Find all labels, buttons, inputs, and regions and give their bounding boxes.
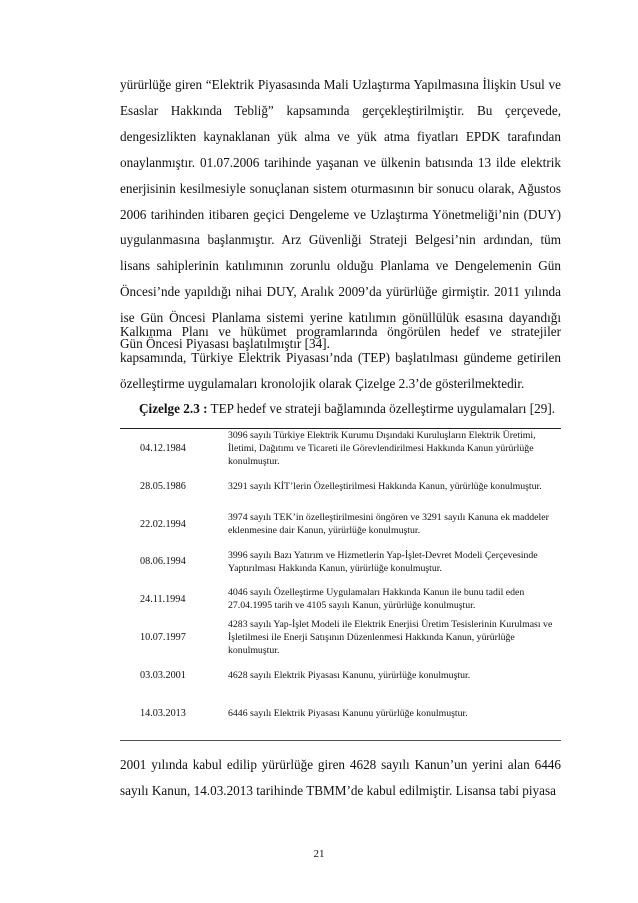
table-row: [120, 657, 561, 695]
table-row: [120, 695, 561, 733]
table-cell-date: 08.06.1994: [140, 556, 186, 568]
table-caption-text: TEP hedef ve strateji bağlamında özelleştirme uygulamaları [29].: [207, 401, 556, 416]
table-row: [120, 506, 561, 544]
table-cell-date: 24.11.1994: [140, 593, 186, 605]
body-paragraph-2: Kalkınma Planı ve hükümet programlarında öngörülen hedef ve stratejiler kapsamında, Türkiye Elektrik Piyasası’nda (TEP) başlatılması gündeme getirilen özelleştirme uygulamaları kronolojik olarak Çizelge 2.3’de gösterilmektedir.: [120, 324, 561, 391]
privatization-table: [120, 428, 561, 741]
table-bottom-rule: [120, 740, 561, 741]
table-cell-description: 4283 sayılı Yap-İşlet Modeli ile Elektrik Enerjisi Üretim Tesislerinin Kurulması ve İşletilmesi ile Enerji Satışının Düzenlenmesi Hakkında Kanun, yürürlüğe konulmuştur.: [228, 619, 553, 656]
table-caption-label: Çizelge 2.3 :: [139, 401, 208, 416]
table-row: [120, 429, 561, 468]
table-cell-description: 3291 sayılı KİT’lerin Özelleştirilmesi Hakkında Kanun, yürürlüğe konulmuştur.: [228, 481, 542, 493]
table-cell-description: 3974 sayılı TEK’in özelleştirilmesini öngören ve 3291 sayılı Kanuna ek maddeler eklenmesine dair Kanun, yürürlüğe konulmuştur.: [228, 512, 549, 537]
table-row: [120, 468, 561, 506]
table-cell-date: 22.02.1994: [140, 518, 186, 530]
table-caption: [139, 401, 555, 417]
table-cell-date: 10.07.1997: [140, 632, 186, 643]
table-cell-date: 28.05.1986: [140, 481, 186, 493]
table-cell-date: 04.12.1984: [140, 443, 186, 454]
table-row: [120, 581, 561, 619]
table-row: [120, 618, 561, 657]
page-number: 21: [313, 848, 325, 860]
table-cell-date: 03.03.2001: [140, 670, 186, 682]
table-cell-description: 3096 sayılı Türkiye Elektrik Kurumu Dışındaki Kuruluşların Elektrik Üretimi, İletimi, Dağıtımı ve Ticareti ile Görevlendirilmesi Hakkında Kanun yürürlüğe konulmuştur.: [228, 430, 536, 467]
table-cell-date: 14.03.2013: [140, 707, 186, 719]
table-row: [120, 543, 561, 581]
body-paragraph-3: 2001 yılında kabul edilip yürürlüğe giren 4628 sayılı Kanun’un yerini alan 6446 sayılı Kanun, 14.03.2013 tarihinde TBMM’de kabul edilmiştir. Lisansa tabi piyasa: [120, 757, 561, 798]
table-cell-description: 3996 sayılı Bazı Yatırım ve Hizmetlerin Yap-İşlet-Devret Modeli Çerçevesinde Yaptırılması Hakkında Kanun, yürürlüğe konulmuştur.: [228, 549, 538, 574]
table-cell-description: 4628 sayılı Elektrik Piyasası Kanunu, yürürlüğe konulmuştur.: [228, 670, 471, 682]
table-cell-description: 6446 sayılı Elektrik Piyasası Kanunu yürürlüğe konulmuştur.: [228, 707, 468, 719]
table-cell-description: 4046 sayılı Özelleştirme Uygulamaları Hakkında Kanun ile bunu tadil eden 27.04.1995 tarih ve 4105 sayılı Kanun, yürürlüğe konulmuştur.: [228, 587, 525, 612]
body-paragraph-1: yürürlüğe giren “Elektrik Piyasasında Mali Uzlaştırma Yapılmasına İlişkin Usul ve Esaslar Hakkında Tebliğ” kapsamında gerçekleştirilmiştir. Bu çerçevede, dengesizlikten kaynaklanan yük alma ve yük atma fiyatları EPDK tarafından onaylanmıştır. 01.07.2006 tarihinde yaşanan ve ülkenin batısında 13 ilde elektrik enerjisinin kesilmesiyle sonuçlanan sistem oturmasının bir sonucu olarak, Ağustos 2006 tarihinden itibaren geçici Dengeleme ve Uzlaştırma Yönetmeliği’nin (DUY) uygulanmasına başlanmıştır. Arz Güvenliği Strateji Belgesi’nin ardından, tüm lisans sahiplerinin katılımının zorunlu olduğu Planlama ve Dengelemenin Gün Öncesi’nde yapıldığı nihai DUY, Aralık 2009’da yürürlüğe girmiştir. 2011 yılında ise Gün Öncesi Planlama sistemi yerine katılımın gönüllülük esasına dayandığı Gün Öncesi Piyasası başlatılmıştır [34].: [120, 77, 561, 352]
